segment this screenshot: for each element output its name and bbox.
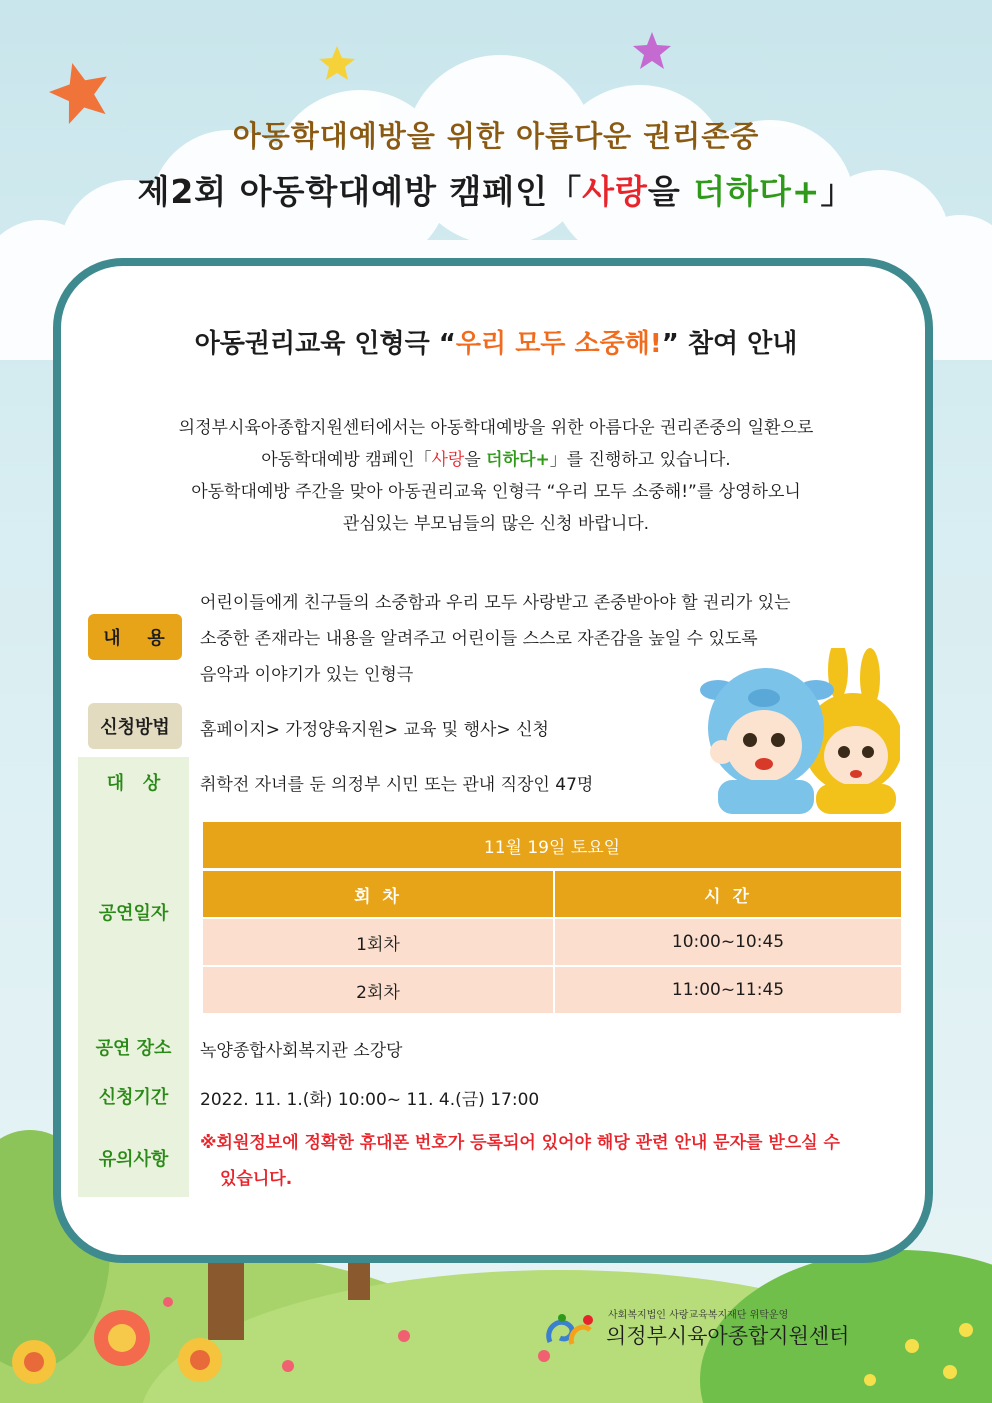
table-row	[203, 966, 901, 1013]
subtitle-prefix: 아동권리교육 인형극 “	[194, 329, 456, 359]
content-line: 소중한 존재라는 내용을 알려주고 어린이들 스스로 자존감을 높일 수 있도록	[200, 629, 758, 649]
flower-icon	[178, 1338, 222, 1382]
intro-line	[0, 444, 992, 476]
method-label: 신청방법	[88, 703, 182, 749]
label-column-panel	[78, 757, 189, 1197]
intro-campaign-red: 사랑	[431, 450, 465, 470]
table-row	[203, 918, 901, 966]
method-value: 홈페이지> 가정양육지원> 교육 및 행사> 신청	[200, 720, 549, 740]
content-label: 내 용	[88, 614, 182, 660]
column-header-time: 시 간	[554, 870, 901, 919]
period-label: 신청기간	[98, 1087, 169, 1108]
schedule-table	[203, 822, 901, 1013]
intro-paragraph	[0, 412, 992, 540]
intro-line: 아동학대예방 주간을 맞아 아동권리교육 인형극 “우리 모두 소중해!”를 상영하오니	[191, 482, 801, 502]
center-logo	[542, 1306, 850, 1352]
schedule-date-row	[203, 822, 901, 870]
flower-icon	[12, 1340, 56, 1384]
campaign-title-green: 더하다+	[693, 172, 821, 211]
campaign-title-red: 사랑	[582, 172, 648, 211]
subtitle-suffix: ” 참여 안내	[661, 329, 798, 359]
venue-value: 녹양종합사회복지관 소강당	[200, 1041, 403, 1061]
venue-label: 공연 장소	[95, 1038, 172, 1059]
content-line: 음악과 이야기가 있는 인형극	[200, 665, 414, 685]
notice-line: ※회원정보에 정확한 휴대폰 번호가 등록되어 있어야 해당 관련 안내 문자를 받으실 수	[200, 1133, 840, 1153]
header-slogan: 아동학대예방을 위한 아름다운 권리존중	[232, 119, 760, 153]
subtitle-highlight: 우리 모두 소중해!	[455, 329, 662, 359]
session-cell: 2회차	[203, 966, 554, 1013]
target-label: 대 상	[106, 773, 161, 794]
intro-line: 관심있는 부모님들의 많은 신청 바랍니다.	[342, 514, 650, 534]
purple-star-icon	[633, 32, 671, 69]
logo-swirl-icon	[542, 1308, 602, 1352]
time-cell: 11:00~11:45	[554, 966, 901, 1013]
schedule-header-row	[203, 870, 901, 919]
campaign-title	[0, 166, 992, 213]
intro-campaign-green: 더하다+	[486, 450, 550, 470]
intro-campaign-suffix: 」를 진행하고 있습니다.	[549, 450, 731, 470]
campaign-title-prefix: 제2회 아동학대예방 캠페인「	[137, 172, 583, 211]
yellow-star-icon	[319, 46, 355, 80]
campaign-title-suffix: 」	[820, 172, 855, 211]
campaign-title-mid: 을	[647, 172, 694, 211]
period-value: 2022. 11. 1.(화) 10:00~ 11. 4.(금) 17:00	[200, 1090, 540, 1110]
intro-campaign-prefix: 아동학대예방 캠페인「	[261, 450, 432, 470]
logo-subtitle: 사회복지법인 사랑교육복지재단 위탁운영	[608, 1310, 789, 1321]
target-value: 취학전 자녀를 둔 의정부 시민 또는 관내 직장인 47명	[200, 775, 594, 795]
intro-campaign-mid: 을	[464, 450, 487, 470]
notice-text	[200, 1125, 912, 1197]
column-header-session: 회 차	[203, 870, 554, 919]
intro-line: 의정부시육아종합지원센터에서는 아동학대예방을 위한 아름다운 권리존중의 일환으로	[178, 418, 814, 438]
session-cell: 1회차	[203, 918, 554, 966]
logo-name: 의정부시육아종합지원센터	[606, 1324, 850, 1348]
time-cell: 10:00~10:45	[554, 918, 901, 966]
flower-icon	[94, 1310, 150, 1366]
mascot-characters-illustration	[698, 648, 900, 814]
date-label: 공연일자	[98, 903, 169, 924]
schedule-date: 11월 19일 토요일	[203, 822, 901, 870]
notice-label: 유의사항	[98, 1149, 169, 1170]
content-line: 어린이들에게 친구들의 소중함과 우리 모두 사랑받고 존중받아야 할 권리가 있는	[200, 593, 791, 613]
notice-line: 있습니다.	[220, 1169, 293, 1189]
notice-subtitle	[0, 323, 992, 360]
